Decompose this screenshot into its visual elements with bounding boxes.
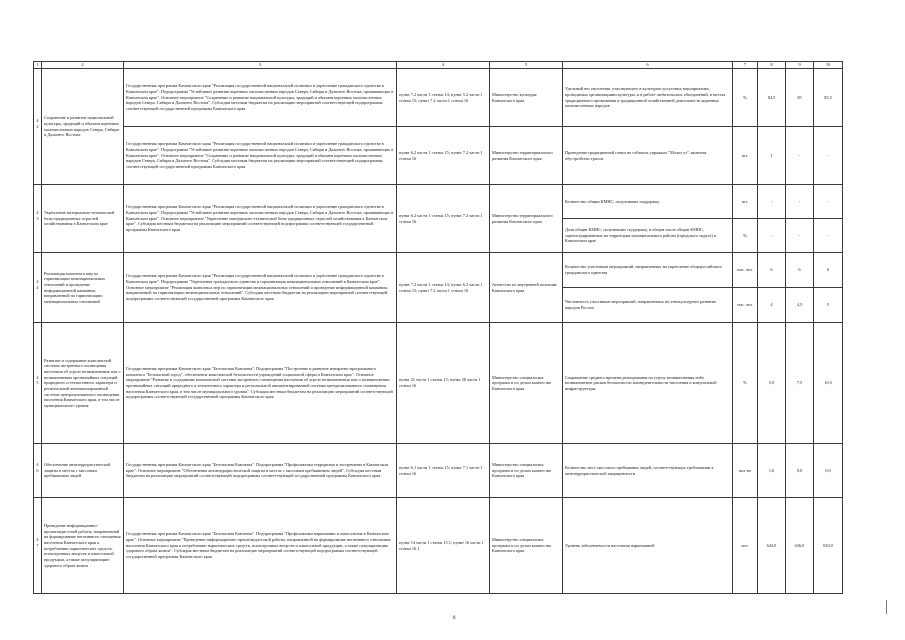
header-cell: 7 — [733, 62, 758, 69]
law-reference: пункт 6.2 части 1 статьи 15; пункт 7.2 части 1 статьи 16 — [397, 185, 490, 253]
activity-name: Сохранение и развитие национальной культуры, традиций и обычаев коренных малочисленных народов Севера, Сибири и Дальнего Востока — [42, 69, 124, 185]
responsible-ministry: Министерство специальных программ и по делам казачества Камчатского края — [490, 498, 563, 594]
value-year-2: 0,0 — [786, 444, 814, 498]
value-year-1: 6 — [758, 253, 786, 288]
responsible-ministry: Министерство территориального развития Камчатского края — [490, 185, 563, 253]
indicator-text: Численность участников мероприятий, направленных на этнокультурное развитие народов России — [563, 288, 733, 323]
indicator-text: Удельный вес населения, участвующего в культурно-досуговых мероприятиях, проводимых организациями культуры, и в работе любительских объединений, в местах традиционного проживания и традиционной хозяйственной деятельности коренных малочисленных народов — [563, 69, 733, 127]
value-year-3: - — [814, 185, 843, 219]
activity-name: Реализация комплекса мер по гармонизации межнациональных отношений и проведение информационной кампании, направленной на гармонизацию межнациональных отношений — [42, 253, 124, 323]
value-year-2: - — [786, 219, 814, 253]
value-year-2: - — [786, 127, 814, 185]
value-year-3: 630,0 — [814, 498, 843, 594]
header-cell: 6 — [563, 62, 733, 69]
indicator-unit: кол-во — [733, 444, 758, 498]
indicator-unit: % — [733, 323, 758, 444]
indicator-unit: тыс. чел. — [733, 253, 758, 288]
value-year-3: 10,0 — [814, 323, 843, 444]
indicator-text: Сокращение среднего времени реагирования на угрозу возникновения либо возникновение рисков безопасности жизнедеятельности населения и комунальной инфраструктуры — [563, 323, 733, 444]
law-reference: пункт 14 части 1 статьи 15.1; пункт 16 части 1 статьи 16.1 — [397, 498, 490, 594]
value-year-3: 5 — [814, 288, 843, 323]
header-cell: 5 — [490, 62, 563, 69]
responsible-ministry: Министерство специальных программ и по делам казачества Камчатского края — [490, 444, 563, 498]
value-year-3: - — [814, 127, 843, 185]
header-cell: 3 — [124, 62, 397, 69]
indicator-text: Количество участников мероприятий, направленных на укрепление общероссийского гражданского единства — [563, 253, 733, 288]
value-year-2: 636,0 — [786, 498, 814, 594]
header-cell: 4 — [397, 62, 490, 69]
table-row — [34, 498, 843, 594]
header-row — [34, 62, 843, 69]
program-text: Государственная программа Камчатского края "Реализация государственной национальной политики и укрепление гражданского единства в Камчатском крае". Подпрограмма "Устойчивое развитие коренных малочисленных народов Севера, Сибири и Дальнего Востока, проживающих в Камчатском крае". Основное мероприятие "Сохранение и развитие национальной культуры, традиций и обычаев коренных малочисленных народов Севера, Сибири и Дальнего Востока". Субсидия местным бюджетам на реализацию мероприятий соответствующей подпрограммы соответствующей государственной программы Камчатского края — [124, 127, 397, 185]
program-text: Государственная программа Камчатского края "Безопасная Камчатка". Подпрограмма "Построение и развитие аппаратно-программного комплекса "Безопасный город", обеспечение комплексной безопасности учреждений социальной сферы в Камчатском крае". Основное мероприятие "Развитие и содержание комплексной системы экстренного оповещения населения об угрозе возникновения или о возникновении чрезвычайных ситуаций природного и техногенного характера и региональной автоматизированной системы централизованного оповещения населения Камчатского края, в том числе муниципального уровня". Субсидия местным бюджетам на реализацию мероприятий соответствующей подпрограммы соответствующей государственной программы Камчатского края — [124, 323, 397, 444]
value-year-3: 0,0 — [814, 444, 843, 498]
row-number: 44. — [34, 253, 42, 323]
indicator-text: Доля общин КМНС, получивших поддержку, в общем числе общин КМНС, зарегистрированных на территории муниципального района (городского округа) в Камчатском крае — [563, 219, 733, 253]
indicator-unit: чел. — [733, 498, 758, 594]
value-year-1: 84,5 — [758, 69, 786, 127]
value-year-1: 4 — [758, 288, 786, 323]
value-year-3: - — [814, 219, 843, 253]
indicator-unit: тыс. чел. — [733, 288, 758, 323]
table-row — [34, 127, 843, 185]
program-text: Государственная программа Камчатского края "Реализация государственной национальной политики и укрепление гражданского единства в Камчатском крае". Подпрограмма "Укрепление гражданского единства и гармонизация межнациональных отношений в Камчатском крае". Основное мероприятие "Реализация комплекса мер по гармонизации межнациональных отношений и проведение информационной кампании, направленной на гармонизацию межнациональных отношений". Субсидия местным бюджетам на реализацию мероприятий соответствующей подпрограммы соответствующей государственной программы Камчатского края — [124, 253, 397, 323]
activity-name: Обеспечение антитеррористической защиты в местах с массовым пребыванием людей — [42, 444, 124, 498]
law-reference: пункт 7.2 части 1 статьи 14; пункт 5.2 части 1 статьи 15; пункт 7.2 части 1 статьи 16 — [397, 69, 490, 127]
value-year-3: 6 — [814, 253, 843, 288]
value-year-3: 85,5 — [814, 69, 843, 127]
row-number: 43. — [34, 185, 42, 253]
header-cell: 8 — [758, 62, 786, 69]
law-reference: пункт 21 части 1 статьи 15; пункт 28 части 1 статьи 16 — [397, 323, 490, 444]
indicator-text: Проведение традиционной гонки на собачьих упряжках "Мэлал ут", включая обустройство трассы — [563, 127, 733, 185]
law-reference: пункт 6.1 части 1 статьи 15; пункт 7.1 части 1 статьи 16 — [397, 444, 490, 498]
row-number: 47. — [34, 498, 42, 594]
value-year-1: 1,0 — [758, 444, 786, 498]
responsible-ministry: Министерство культуры Камчатского края — [490, 69, 563, 127]
value-year-2: - — [786, 185, 814, 219]
table-row — [34, 185, 843, 219]
responsible-ministry: Министерство специальных программ и по делам казачества Камчатского края — [490, 323, 563, 444]
value-year-2: 7,5 — [786, 323, 814, 444]
table-row — [34, 444, 843, 498]
table-row — [34, 253, 843, 288]
program-text: Государственная программа Камчатского края "Безопасная Камчатка". Подпрограмма "Профилактика наркомании и алкоголизма в Камчатском крае". Основное мероприятие "Проведение информационно-пропагандистской работы, направленной на формирование негативного отношения населения Камчатского края к потреблению наркотических средств, психотропных веществ и алкогольной продукции, а также популяризацию здорового образа жизни". Субсидия местным бюджетам на реализацию мероприятий соответствующей подпрограммы соответствующей государственной программы Камчатского края — [124, 498, 397, 594]
row-number: 46. — [34, 444, 42, 498]
indicator-text: Количество общин КМНС, получивших поддержку — [563, 185, 733, 219]
municipal-programs-table — [33, 61, 843, 594]
value-year-1: 5,0 — [758, 323, 786, 444]
value-year-2: 85 — [786, 69, 814, 127]
value-year-1: 1 — [758, 127, 786, 185]
indicator-text: Уровень заболеваемости населения наркоманией — [563, 498, 733, 594]
program-text: Государственная программа Камчатского края "Реализация государственной национальной политики и укрепление гражданского единства в Камчатском крае". Подпрограмма "Устойчивое развитие коренных малочисленных народов Севера, Сибири и Дальнего Востока, проживающих в Камчатском крае". Основное мероприятие "Укрепление материально-технической базы традиционных отраслей хозяйствования в Камчатском крае". Субсидия местным бюджетам на реализацию мероприятий соответствующей подпрограммы соответствующей государственной программы Камчатского края — [124, 185, 397, 253]
activity-name: Развитие и содержание комплексной системы экстренного оповещения населения об угрозе возникновения или о возникновении чрезвычайных ситуаций природного и техногенного характера и региональной автоматизированной системы централизованного оповещения населения Камчатского края, в том числе муниципального уровня — [42, 323, 124, 444]
table-row — [34, 323, 843, 444]
header-cell: 10 — [814, 62, 843, 69]
value-year-1: - — [758, 185, 786, 219]
row-number: 42. — [34, 69, 42, 185]
page-number: 8 — [453, 616, 456, 621]
indicator-unit: % — [733, 219, 758, 253]
value-year-1: - — [758, 219, 786, 253]
activity-name: Проведение информационно-пропагандистской работы, направленной на формирование негативного отношения населения Камчатского края к потреблению наркотических средств, психотропных веществ и алкогольной продукции, а также популяризацию здорового образа жизни — [42, 498, 124, 594]
law-reference: пункт 7.2 части 1 статьи 14; пункт 6.2 части 1 статьи 15; пункт 7.2 части 1 статьи 16 — [397, 253, 490, 323]
scan-edge-mark — [886, 600, 890, 614]
indicator-text: Количество мест массового пребывания людей, соответствующих требованиям к антитеррористической защищенности — [563, 444, 733, 498]
table-row — [34, 69, 843, 127]
program-text: Государственная программа Камчатского края "Реализация государственной национальной политики и укрепление гражданского единства в Камчатском крае". Подпрограмма "Устойчивое развитие коренных малочисленных народов Севера, Сибири и Дальнего Востока, проживающих в Камчатском крае". Основное мероприятие "Сохранение и развитие национальной культуры, традиций и обычаев коренных малочисленных народов Севера, Сибири и Дальнего Востока". Субсидия местным бюджетам на реализацию мероприятий соответствующей подпрограммы соответствующей государственной программы Камчатского края — [124, 69, 397, 127]
value-year-1: 643,0 — [758, 498, 786, 594]
value-year-2: 4,5 — [786, 288, 814, 323]
program-text: Государственная программа Камчатского края "Безопасная Камчатка". Подпрограмма "Профилактика терроризма и экстремизма в Камчатском крае". Основное мероприятие "Обеспечение антитеррористической защиты в местах с массовым пребыванием людей". Субсидия местным бюджетам на реализацию мероприятий соответствующей подпрограммы соответствующей государственной программы Камчатского края — [124, 444, 397, 498]
header-cell: 2 — [42, 62, 124, 69]
row-number: 45. — [34, 323, 42, 444]
law-reference: пункт 6.2 части 1 статьи 15; пункт 7.2 части 1 статьи 16 — [397, 127, 490, 185]
responsible-ministry: Министерство территориального развития Камчатского края — [490, 127, 563, 185]
activity-name: Укрепление материально-технической базы традиционных отраслей хозяйствования в Камчатском крае — [42, 185, 124, 253]
indicator-unit: шт. — [733, 127, 758, 185]
indicator-unit: % — [733, 69, 758, 127]
header-cell: 1 — [34, 62, 42, 69]
value-year-2: 6 — [786, 253, 814, 288]
responsible-ministry: Агентство по внутренней политике Камчатского края — [490, 253, 563, 323]
header-cell: 9 — [786, 62, 814, 69]
indicator-unit: шт. — [733, 185, 758, 219]
